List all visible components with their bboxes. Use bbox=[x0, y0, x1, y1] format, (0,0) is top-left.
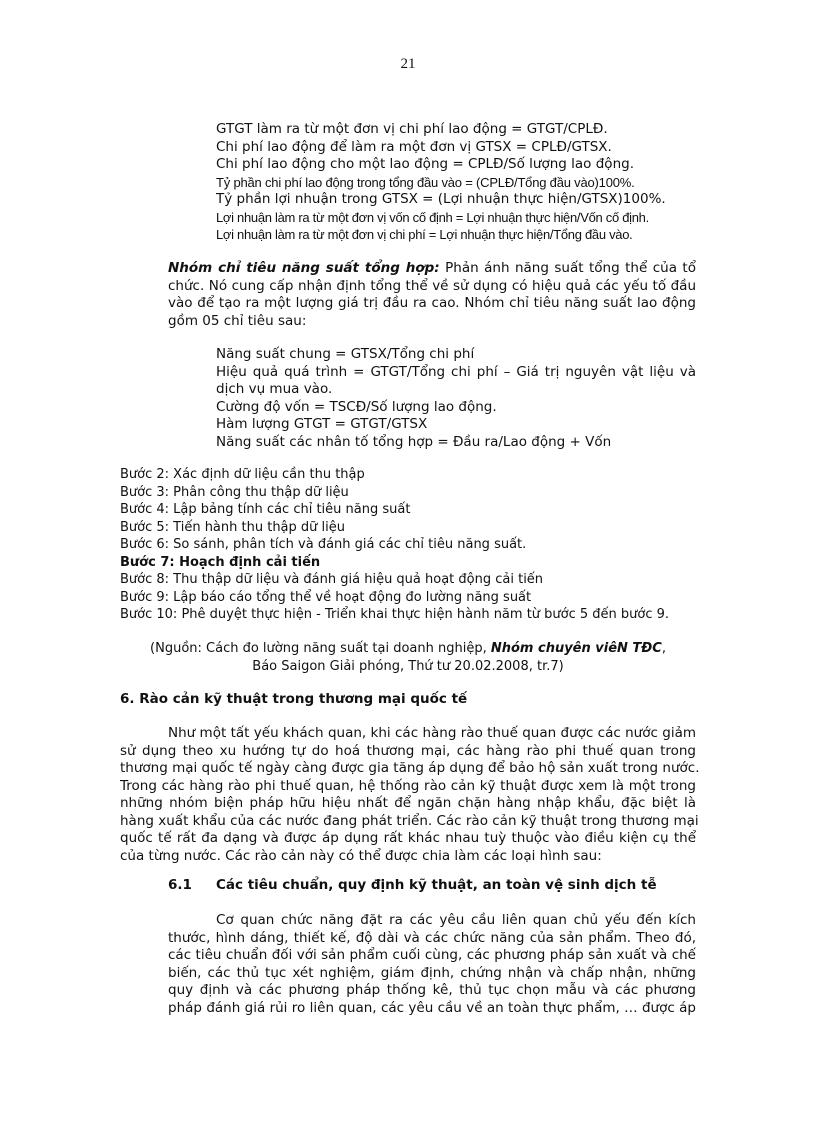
paragraph-line: Cơ quan chức năng đặt ra các yêu cầu liên quan chủ yếu đến kích bbox=[216, 912, 696, 928]
paragraph-line: Trong các hàng rào phi thuế quan, hệ thống rào cản kỹ thuật được xem là một trong bbox=[120, 777, 696, 794]
subsection-title-line bbox=[168, 877, 728, 895]
step-item: Bước 10: Phê duyệt thực hiện - Triển khai thực hiện hành năm từ bước 5 đến bước 9. bbox=[120, 607, 670, 622]
step-item: Bước 3: Phân công thu thập dữ liệu bbox=[120, 484, 349, 500]
section-paragraph bbox=[120, 725, 700, 865]
formula-line: Tỷ phần lợi nhuận trong GTSX = (Lợi nhuận thực hiện/GTSX)100%. bbox=[216, 191, 666, 207]
paragraph-line: biến, các thủ tục xét nghiệm, giám định, chứng nhận và chấp nhận, những bbox=[168, 964, 696, 981]
group-title: Nhóm chỉ tiêu năng suất tổng hợp: bbox=[168, 260, 440, 276]
paragraph-line: vào để tạo ra một lượng giá trị đầu ra cao. Nhóm chỉ tiêu năng suất lao động bbox=[168, 295, 696, 311]
paragraph-line: Nhóm chỉ tiêu năng suất tổng hợp: Phản ánh năng suất tổng thể của tổ bbox=[168, 260, 696, 276]
step-item: Bước 6: So sánh, phân tích và đánh giá các chỉ tiêu năng suất. bbox=[120, 537, 527, 552]
formula-line: Chi phí lao động để làm ra một đơn vị GTSX = CPLĐ/GTSX. bbox=[216, 138, 612, 155]
paragraph-line: những nhóm biện pháp hữu hiệu nhất để ngăn chặn hàng nhập khẩu, đặc biệt là bbox=[120, 795, 696, 811]
formula-line: Chi phí lao động cho một lao động = CPLĐ/Số lượng lao động. bbox=[216, 156, 634, 172]
paragraph-line: của từng nước. Các rào cản này có thể được chia làm các loại hình sau: bbox=[120, 847, 602, 864]
paragraph-line: gồm 05 chỉ tiêu sau: bbox=[168, 312, 307, 329]
formula-line: Hiệu quả quá trình = GTGT/Tổng chi phí – Giá trị nguyên vật liệu và bbox=[216, 363, 696, 380]
step-item: Bước 4: Lập bảng tính các chỉ tiêu năng suất bbox=[120, 502, 411, 517]
formula-line: Lợi nhuận làm ra từ một đơn vị vốn cố định = Lợi nhuận thực hiện/Vốn cố định. bbox=[216, 209, 649, 225]
formula-list-1 bbox=[216, 121, 696, 244]
page-number: 21 bbox=[400, 56, 416, 72]
citation-author: Nhóm chuyên viêN TĐC bbox=[490, 641, 662, 656]
formula-line: dịch vụ mua vào. bbox=[216, 381, 333, 397]
source-citation bbox=[0, 640, 816, 675]
group-paragraph bbox=[168, 260, 696, 330]
paragraph-line: sử dụng theo xu hướng tự do hoá thương mại, các hàng rào phi thuế quan trong bbox=[120, 742, 696, 759]
step-item: Bước 2: Xác định dữ liệu cần thu thập bbox=[120, 467, 365, 482]
citation-line: Báo Saigon Giải phóng, Thứ tư 20.02.2008, tr.7) bbox=[252, 658, 564, 674]
paragraph-line: quy định và các phương pháp thống kê, thủ tục chọn mẫu và các phương bbox=[168, 982, 696, 998]
section-title: 6. Rào cản kỹ thuật trong thương mại quốc tế bbox=[120, 691, 468, 707]
paragraph-line: pháp đánh giá rủi ro liên quan, các yêu cầu về an toàn thực phẩm, … được áp bbox=[168, 999, 696, 1016]
citation-line: (Nguồn: Cách đo lường năng suất tại doanh nghiệp, Nhóm chuyên viêN TĐC, bbox=[150, 641, 666, 656]
subsection-paragraph bbox=[168, 912, 696, 1017]
formula-line: Hàm lượng GTGT = GTGT/GTSX bbox=[216, 416, 428, 432]
step-item: Bước 9: Lập báo cáo tổng thể về hoạt động đo lường năng suất bbox=[120, 589, 532, 605]
formula-list-2 bbox=[216, 346, 696, 451]
formula-line: GTGT làm ra từ một đơn vị chi phí lao động = GTGT/CPLĐ. bbox=[216, 121, 608, 137]
subsection-number: 6.1 bbox=[168, 877, 192, 893]
paragraph-line: chức. Nó cung cấp nhận định tổng thể về sử dụng có hiệu quả các yếu tố đầu bbox=[168, 277, 696, 294]
steps-list bbox=[120, 466, 720, 624]
paragraph-line: thương mại quốc tế ngày càng được gia tăng áp dụng để bảo hộ sản xuất trong nước. bbox=[120, 760, 700, 776]
step-item: Bước 8: Thu thập dữ liệu và đánh giá hiệu quả hoạt động cải tiến bbox=[120, 572, 544, 587]
paragraph-line: thước, hình dáng, thiết kế, độ dài và các chức năng của sản phẩm. Theo đó, bbox=[168, 929, 696, 946]
subsection-heading bbox=[168, 877, 728, 895]
formula-line: Lợi nhuận làm ra từ một đơn vị chi phí = Lợi nhuận thực hiện/Tổng đầu vào. bbox=[216, 227, 633, 242]
section-heading bbox=[120, 691, 720, 709]
formula-line: Năng suất các nhân tố tổng hợp = Đầu ra/Lao động + Vốn bbox=[216, 433, 612, 450]
subsection-title: Các tiêu chuẩn, quy định kỹ thuật, an toàn vệ sinh dịch tễ bbox=[216, 877, 657, 893]
formula-line: Cường độ vốn = TSCĐ/Số lượng lao động. bbox=[216, 398, 497, 415]
step-item: Bước 7: Hoạch định cải tiến bbox=[120, 554, 321, 570]
paragraph-line: các tiêu chuẩn đối với sản phẩm cuối cùng, các phương pháp sản xuất và chế bbox=[168, 947, 696, 963]
paragraph-line: hàng xuất khẩu của các nước đang phát triển. Các rào cản kỹ thuật trong thương mại bbox=[120, 812, 699, 829]
paragraph-line: Như một tất yếu khách quan, khi các hàng rào thuế quan được các nước giảm bbox=[168, 725, 696, 741]
formula-line: Tỷ phần chi phí lao động trong tổng đầu vào = (CPLĐ/Tổng đầu vào)100%. bbox=[216, 174, 635, 190]
paragraph-line: quốc tế rất đa dạng và được áp dụng rất khác nhau tuỳ thuộc vào điều kiện cụ thể bbox=[120, 830, 696, 846]
formula-line: Năng suất chung = GTSX/Tổng chi phí bbox=[216, 346, 475, 362]
step-item: Bước 5: Tiến hành thu thập dữ liệu bbox=[120, 519, 345, 535]
